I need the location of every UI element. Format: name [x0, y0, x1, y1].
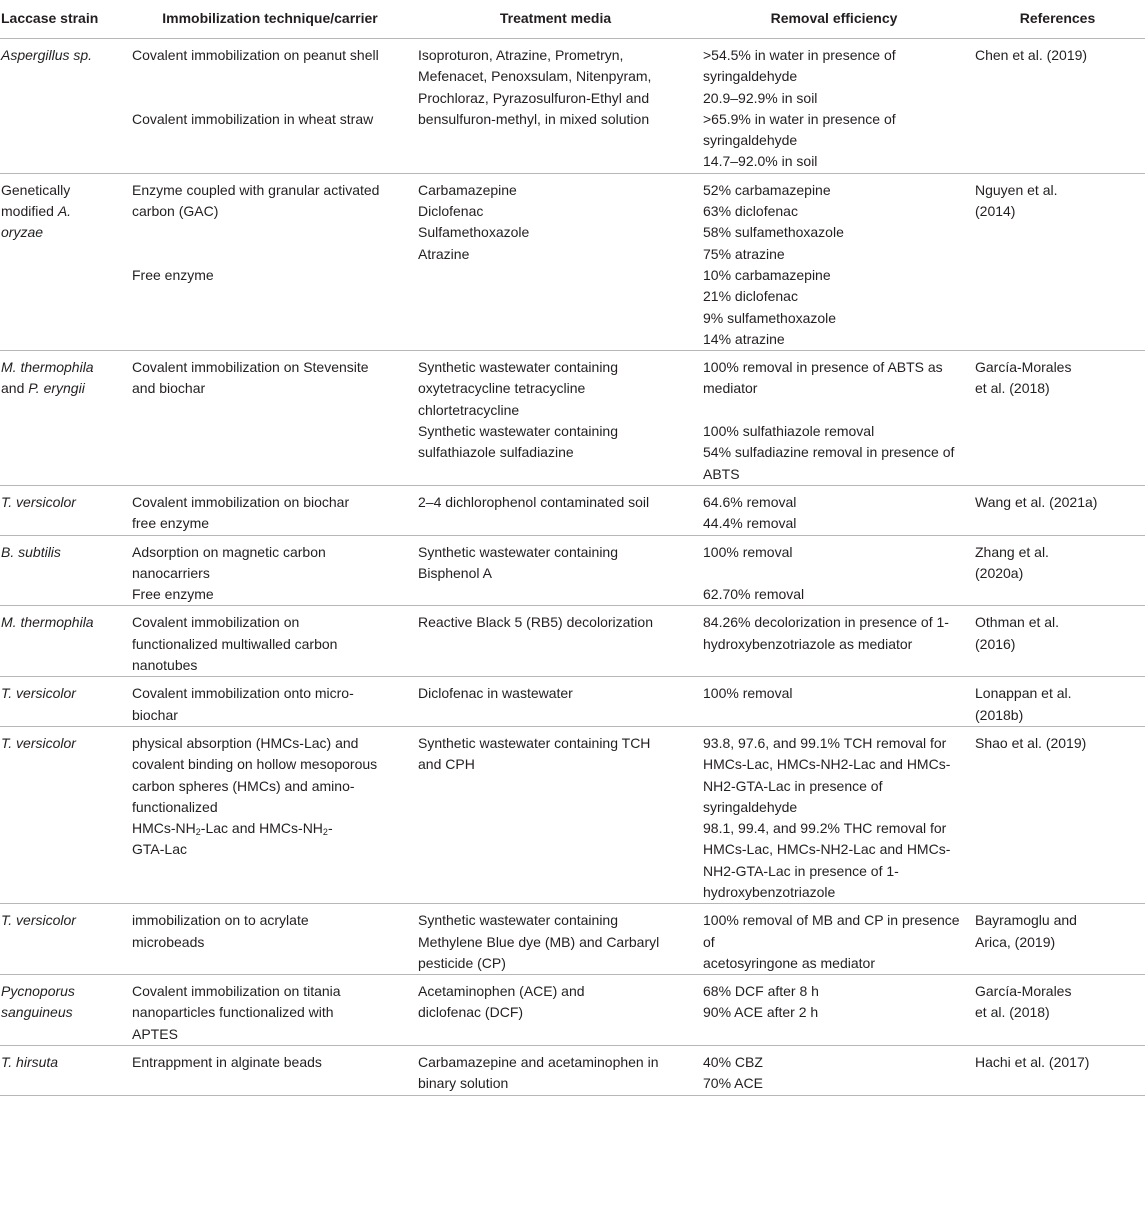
strain-name-line: T. versicolor — [1, 493, 76, 510]
technique-line: GTA-Lac — [132, 841, 187, 858]
cell-removal-efficiency — [698, 726, 970, 903]
efficiency-line: 54% sulfadiazine removal in presence of — [703, 444, 955, 461]
technique-line: physical absorption (HMCs-Lac) and — [132, 734, 359, 751]
efficiency-line: 52% carbamazepine — [703, 181, 831, 198]
table-header-row — [0, 0, 1145, 39]
strain-name-line: T. versicolor — [1, 734, 76, 751]
strain-name-line: T. versicolor — [1, 685, 76, 702]
media-line: Synthetic wastewater containing — [418, 359, 618, 376]
cell-immobilization-technique — [127, 39, 413, 174]
cell-removal-efficiency — [698, 975, 970, 1046]
cell-laccase-strain — [0, 975, 127, 1046]
cell-reference — [970, 535, 1145, 606]
cell-reference — [970, 904, 1145, 975]
technique-line: Covalent immobilization on titania — [132, 983, 341, 1000]
efficiency-line: 64.6% removal — [703, 493, 797, 510]
reference-line: Wang et al. (2021a) — [975, 493, 1098, 510]
efficiency-line: mediator — [703, 380, 758, 397]
media-line: Synthetic wastewater containing — [418, 423, 618, 440]
reference-line: (2020a) — [975, 564, 1024, 581]
cell-immobilization-technique — [127, 485, 413, 535]
efficiency-line: 58% sulfamethoxazole — [703, 224, 844, 241]
efficiency-line: 62.70% removal — [703, 586, 805, 603]
efficiency-line: acetosyringone as mediator — [703, 954, 875, 971]
header-immobilization-technique: Immobilization technique/carrier — [127, 0, 413, 39]
table-body — [0, 39, 1145, 1096]
cell-treatment-media — [413, 606, 698, 677]
technique-line — [132, 222, 407, 243]
cell-reference — [970, 173, 1145, 350]
media-line: pesticide (CP) — [418, 954, 506, 971]
cell-laccase-strain — [0, 485, 127, 535]
reference-line: García-Morales — [975, 359, 1072, 376]
technique-line: Covalent immobilization onto micro- — [132, 685, 354, 702]
reference-line: Lonappan et al. — [975, 685, 1072, 702]
reference-line: Arica, (2019) — [975, 933, 1056, 950]
efficiency-line: 40% CBZ — [703, 1054, 763, 1071]
efficiency-line: 63% diclofenac — [703, 203, 798, 220]
strain-name-line: modified A. — [1, 203, 72, 220]
cell-removal-efficiency — [698, 39, 970, 174]
media-line: Carbamazepine and acetaminophen in — [418, 1054, 659, 1071]
technique-line: microbeads — [132, 933, 205, 950]
strain-name-line: and P. eryngii — [1, 380, 85, 397]
technique-line: Free enzyme — [132, 266, 214, 283]
efficiency-line: 100% removal — [703, 685, 793, 702]
media-line: sulfathiazole sulfadiazine — [418, 444, 574, 461]
efficiency-line: syringaldehyde — [703, 68, 798, 85]
efficiency-line: HMCs-Lac, HMCs-NH2-Lac and HMCs- — [703, 756, 951, 773]
media-line: 2–4 dichlorophenol contaminated soil — [418, 493, 650, 510]
reference-line: Hachi et al. (2017) — [975, 1054, 1090, 1071]
efficiency-line: 90% ACE after 2 h — [703, 1004, 819, 1021]
efficiency-line: 68% DCF after 8 h — [703, 983, 819, 1000]
cell-immobilization-technique — [127, 535, 413, 606]
media-line: and CPH — [418, 756, 475, 773]
technique-line: functionalized multiwalled carbon — [132, 635, 338, 652]
technique-line — [132, 88, 407, 109]
table-row — [0, 726, 1145, 903]
media-line: diclofenac (DCF) — [418, 1004, 524, 1021]
cell-treatment-media — [413, 975, 698, 1046]
efficiency-line: 98.1, 99.4, and 99.2% THC removal for — [703, 820, 947, 837]
media-line: Bisphenol A — [418, 564, 492, 581]
media-line: Mefenacet, Penoxsulam, Nitenpyram, — [418, 68, 652, 85]
efficiency-line: 100% removal — [703, 543, 793, 560]
table-row — [0, 535, 1145, 606]
cell-reference — [970, 39, 1145, 174]
table-row — [0, 173, 1145, 350]
technique-line: carbon (GAC) — [132, 203, 219, 220]
efficiency-line: 84.26% decolorization in presence of 1- — [703, 614, 949, 631]
reference-line: Zhang et al. — [975, 543, 1049, 560]
cell-immobilization-technique — [127, 351, 413, 486]
efficiency-line: 44.4% removal — [703, 515, 797, 532]
cell-treatment-media — [413, 351, 698, 486]
cell-laccase-strain — [0, 1046, 127, 1096]
media-line: Reactive Black 5 (RB5) decolorization — [418, 614, 653, 631]
technique-line: covalent binding on hollow mesoporous — [132, 756, 378, 773]
reference-line: Nguyen et al. — [975, 181, 1058, 198]
cell-removal-efficiency — [698, 535, 970, 606]
technique-line: HMCs-$NH_2$-Lac and HMCs-$NH_2-$ — [132, 820, 333, 838]
cell-treatment-media — [413, 39, 698, 174]
cell-immobilization-technique — [127, 975, 413, 1046]
strain-name-line: oryzae — [1, 224, 44, 241]
media-line: Synthetic wastewater containing — [418, 912, 618, 929]
efficiency-line: 9% sulfamethoxazole — [703, 309, 837, 326]
reference-line: Bayramoglu and — [975, 912, 1077, 929]
technique-line: Adsorption on magnetic carbon — [132, 543, 326, 560]
media-line: Acetaminophen (ACE) and — [418, 983, 585, 1000]
technique-line: immobilization on to acrylate — [132, 912, 309, 929]
efficiency-line: 100% removal in presence of ABTS as — [703, 359, 943, 376]
efficiency-line: 100% removal of MB and CP in presence of — [703, 912, 964, 950]
cell-treatment-media — [413, 173, 698, 350]
technique-line: nanoparticles functionalized with — [132, 1004, 334, 1021]
cell-removal-efficiency — [698, 351, 970, 486]
strain-name-line: Genetically — [1, 181, 71, 198]
technique-line — [132, 244, 407, 265]
media-line: oxytetracycline tetracycline — [418, 380, 586, 397]
cell-immobilization-technique — [127, 726, 413, 903]
media-line: Diclofenac in wastewater — [418, 685, 573, 702]
technique-line: nanocarriers — [132, 564, 210, 581]
efficiency-line: 14.7–92.0% in soil — [703, 153, 818, 170]
cell-reference — [970, 1046, 1145, 1096]
efficiency-line: 70% ACE — [703, 1075, 763, 1092]
technique-line: Enzyme coupled with granular activated — [132, 181, 380, 198]
reference-line: (2016) — [975, 635, 1016, 652]
efficiency-line: HMCs-Lac, HMCs-NH2-Lac and HMCs- — [703, 841, 951, 858]
efficiency-line: >65.9% in water in presence of — [703, 110, 896, 127]
table-row — [0, 677, 1145, 727]
media-line: Carbamazepine — [418, 181, 517, 198]
cell-immobilization-technique — [127, 1046, 413, 1096]
media-line: Prochloraz, Pyrazosulfuron-Ethyl and — [418, 89, 650, 106]
cell-reference — [970, 485, 1145, 535]
technique-line: free enzyme — [132, 515, 210, 532]
reference-line: Chen et al. (2019) — [975, 47, 1088, 63]
efficiency-line: hydroxybenzotriazole as mediator — [703, 635, 913, 652]
efficiency-line: hydroxybenzotriazole — [703, 883, 836, 900]
cell-reference — [970, 677, 1145, 727]
media-line: Diclofenac — [418, 203, 484, 220]
media-line: Sulfamethoxazole — [418, 224, 530, 241]
table-row — [0, 351, 1145, 486]
cell-removal-efficiency — [698, 606, 970, 677]
efficiency-line: 93.8, 97.6, and 99.1% TCH removal for — [703, 734, 947, 751]
cell-removal-efficiency — [698, 173, 970, 350]
cell-removal-efficiency — [698, 677, 970, 727]
efficiency-line: >54.5% in water in presence of — [703, 47, 896, 63]
efficiency-line: 100% sulfathiazole removal — [703, 423, 875, 440]
efficiency-line: syringaldehyde — [703, 132, 798, 149]
media-line: Isoproturon, Atrazine, Prometryn, — [418, 47, 624, 63]
cell-removal-efficiency — [698, 904, 970, 975]
cell-treatment-media — [413, 677, 698, 727]
cell-laccase-strain — [0, 39, 127, 174]
cell-treatment-media — [413, 485, 698, 535]
table-row — [0, 975, 1145, 1046]
technique-line: carbon spheres (HMCs) and amino- — [132, 777, 355, 794]
table-row — [0, 904, 1145, 975]
technique-line: Covalent immobilization on Stevensite — [132, 359, 369, 376]
media-line: Synthetic wastewater containing — [418, 543, 618, 560]
cell-removal-efficiency — [698, 1046, 970, 1096]
reference-line: (2014) — [975, 203, 1016, 220]
cell-reference — [970, 975, 1145, 1046]
media-line: binary solution — [418, 1075, 509, 1092]
table-row — [0, 1046, 1145, 1096]
reference-line: (2018b) — [975, 706, 1024, 723]
header-references: References — [970, 0, 1145, 39]
table-row — [0, 39, 1145, 174]
media-line: Atrazine — [418, 245, 470, 262]
efficiency-line: NH2-GTA-Lac in presence of — [703, 777, 883, 794]
efficiency-line — [703, 400, 964, 421]
efficiency-line — [703, 563, 964, 584]
cell-removal-efficiency — [698, 485, 970, 535]
cell-laccase-strain — [0, 351, 127, 486]
header-removal-efficiency: Removal efficiency — [698, 0, 970, 39]
cell-treatment-media — [413, 1046, 698, 1096]
table-row — [0, 485, 1145, 535]
media-line: Synthetic wastewater containing TCH — [418, 734, 651, 751]
cell-laccase-strain — [0, 677, 127, 727]
efficiency-line: 20.9–92.9% in soil — [703, 89, 818, 106]
media-line: Methylene Blue dye (MB) and Carbaryl — [418, 933, 660, 950]
cell-immobilization-technique — [127, 904, 413, 975]
header-laccase-strain: Laccase strain — [0, 0, 127, 39]
efficiency-line: 75% atrazine — [703, 245, 785, 262]
strain-name-line: M. thermophila — [1, 614, 94, 631]
cell-reference — [970, 606, 1145, 677]
efficiency-line: ABTS — [703, 465, 740, 482]
efficiency-line: 14% atrazine — [703, 330, 785, 347]
strain-name-line: T. hirsuta — [1, 1054, 59, 1071]
technique-line — [132, 66, 407, 87]
technique-line: Entrappment in alginate beads — [132, 1054, 322, 1071]
technique-line: nanotubes — [132, 657, 198, 674]
table-row — [0, 606, 1145, 677]
technique-line: Covalent immobilization on — [132, 614, 300, 631]
cell-immobilization-technique — [127, 606, 413, 677]
reference-line: García-Morales — [975, 983, 1072, 1000]
cell-laccase-strain — [0, 535, 127, 606]
cell-reference — [970, 726, 1145, 903]
header-treatment-media: Treatment media — [413, 0, 698, 39]
cell-laccase-strain — [0, 606, 127, 677]
technique-line: biochar — [132, 706, 178, 723]
strain-name-line: B. subtilis — [1, 543, 61, 560]
reference-line: Othman et al. — [975, 614, 1060, 631]
efficiency-line: 10% carbamazepine — [703, 266, 831, 283]
efficiency-line: NH2-GTA-Lac in presence of 1- — [703, 862, 899, 879]
cell-immobilization-technique — [127, 677, 413, 727]
cell-immobilization-technique — [127, 173, 413, 350]
strain-name-line: sanguineus — [1, 1004, 73, 1021]
technique-line: functionalized — [132, 798, 218, 815]
strain-name-line: M. thermophila — [1, 359, 94, 376]
reference-line: Shao et al. (2019) — [975, 734, 1087, 751]
strain-name-line: T. versicolor — [1, 912, 76, 929]
technique-line: and biochar — [132, 380, 206, 397]
cell-laccase-strain — [0, 173, 127, 350]
media-line: bensulfuron-methyl, in mixed solution — [418, 110, 650, 127]
technique-line: Free enzyme — [132, 586, 214, 603]
cell-treatment-media — [413, 904, 698, 975]
reference-line: et al. (2018) — [975, 1004, 1050, 1021]
efficiency-line: 21% diclofenac — [703, 288, 798, 305]
technique-line: Covalent immobilization in wheat straw — [132, 110, 374, 127]
technique-line: APTES — [132, 1025, 178, 1042]
cell-laccase-strain — [0, 726, 127, 903]
technique-line: Covalent immobilization on peanut shell — [132, 47, 379, 63]
efficiency-line: syringaldehyde — [703, 798, 798, 815]
strain-name-line: Pycnoporus — [1, 983, 75, 1000]
media-line: chlortetracycline — [418, 401, 520, 418]
cell-treatment-media — [413, 535, 698, 606]
strain-name-line: Aspergillus sp. — [1, 47, 93, 63]
cell-treatment-media — [413, 726, 698, 903]
cell-reference — [970, 351, 1145, 486]
technique-line: Covalent immobilization on biochar — [132, 493, 350, 510]
reference-line: et al. (2018) — [975, 380, 1050, 397]
cell-laccase-strain — [0, 904, 127, 975]
